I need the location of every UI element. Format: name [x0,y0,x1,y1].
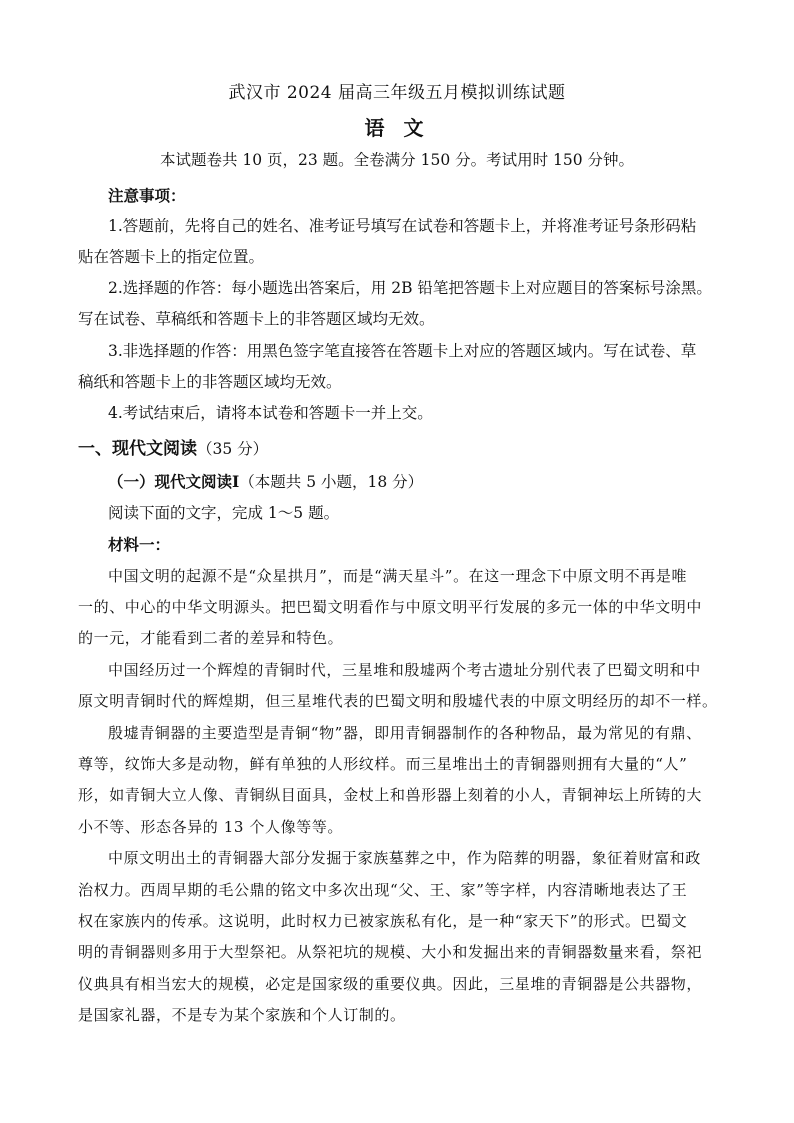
material-line: 明的青铜器则多用于大型祭祀。从祭祀坑的规模、大小和发掘出来的青铜器数量来看，祭祀 [78,943,703,961]
exam-title: 武汉市 2024 届高三年级五月模拟训练试题 [228,83,566,103]
material-line: 中原文明出土的青铜器大部分发掘于家族墓葬之中，作为陪葬的明器，象征着财富和政 [108,849,701,867]
notice-heading: 注意事项： [108,186,186,205]
subject-title: 语 文 [364,116,430,140]
exam-info: 本试题卷共 10 页，23 题。全卷满分 150 分。考试用时 150 分钟。 [159,151,635,169]
material-line: 中国经历过一个辉煌的青铜时代，三星堆和殷墟两个考古遗址分别代表了巴蜀文明和中 [108,661,701,679]
material-line: 中国文明的起源不是“众星拱月”，而是“满天星斗”。在这一理念下中原文明不再是唯 [108,567,688,585]
material-line: 一的、中心的中华文明源头。把巴蜀文明看作与中原文明平行发展的多元一体的中华文明中 [78,598,703,616]
notice-line: 3.非选择题的作答：用黑色签字笔直接答在答题卡上对应的答题区域内。写在试卷、草 [108,342,697,360]
part-heading [108,470,728,492]
section-score: （35 分） [197,440,269,458]
notice-line: 4.考试结束后，请将本试卷和答题卡一并上交。 [108,404,433,422]
material-line: 是国家礼器，不是专为某个家族和个人订制的。 [78,1006,406,1024]
material-line: 的一元，才能看到二者的差异和特色。 [78,629,344,647]
section-heading [78,434,268,459]
material-line: 尊等，纹饰大多是动物，鲜有单独的人形纹样。而三星堆出土的青铜器则拥有大量的“人” [78,755,688,773]
material-line: 仪典具有相当宏大的规模，必定是国家级的重要仪典。因此，三星堆的青铜器是公共器物， [78,975,703,993]
instruction: 阅读下面的文字，完成 1～5 题。 [108,504,340,522]
material-line: 形，如青铜大立人像、青铜纵目面具，金杖上和兽形器上刻着的小人，青铜神坛上所铸的大 [78,786,703,804]
material-line: 原文明青铜时代的辉煌期，但三星堆代表的巴蜀文明和殷墟代表的中原文明经历的却不一样。 [78,692,718,710]
material-line: 小不等、形态各异的 13 个人像等等。 [78,818,344,836]
material-line: 治权力。西周早期的毛公鼎的铭文中多次出现“父、王、家”等字样，内容清晰地表达了王 [78,881,688,899]
material-line: 殷墟青铜器的主要造型是青铜“物”器，即用青铜器制作的各种物品，最为常见的有鼎、 [108,724,702,742]
material-label: 材料一： [108,535,171,554]
section-title: 一、现代文阅读 [78,439,197,459]
part-note: （本题共 5 小题，18 分） [239,473,424,491]
notice-line: 写在试卷、草稿纸和答题卡上的非答题区域均无效。 [78,310,435,328]
notice-line: 1.答题前，先将自己的姓名、准考证号填写在试卷和答题卡上，并将准考证号条形码粘 [108,217,697,235]
notice-line: 贴在答题卡上的指定位置。 [78,248,265,266]
material-line: 权在家族内的传承。这说明，此时权力已被家族私有化，是一种“家天下”的形式。巴蜀文 [78,912,688,930]
part-title: （一）现代文阅读Ⅰ [108,472,240,491]
notice-line: 稿纸和答题卡上的非答题区域均无效。 [78,373,342,391]
notice-line: 2.选择题的作答：每小题选出答案后，用 2B 铅笔把答题卡上对应题目的答案标号涂黑。 [108,279,712,297]
